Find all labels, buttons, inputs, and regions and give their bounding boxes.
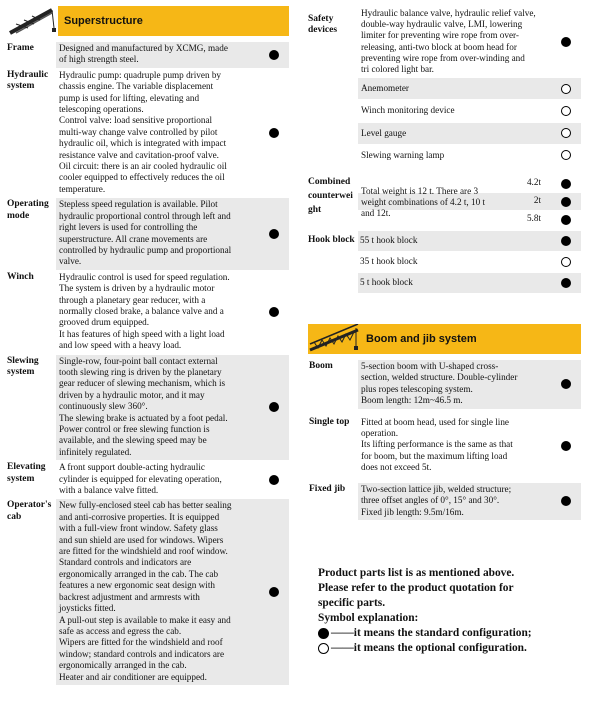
optional-legend: ——it means the optional configuration. [318,641,580,656]
standard-dot-icon [561,278,571,288]
spec-label: Elevating system [7,462,46,484]
spec-text: New fully-enclosed steel cab has better sealing and anti-corrosive properties. It is equipped with a full-view front window. Safety glass and sun shield are used for windows. Wipers are fitted for the windshield and roof window. Standard controls and indicators are ergonomically arranged in the cab. The cab features a new ergonomic seat design with backrest adjustment and armrests with joysticks fitted. A pull-out step is available to make it easy and safe as access and egress the cab. Wipers are fitted for the windshield and roof window; standard controls and indicators are ergonomically arranged in the cab. Heater and air conditioner are equipped. [56,499,259,685]
spec-label: Winch [7,271,34,282]
spec-row [6,499,289,686]
standard-dot-icon [269,50,279,60]
spec-label: Boom [309,361,333,372]
standard-dot-icon [269,475,279,485]
superstructure-table [6,42,289,686]
optional-ring-icon [318,643,329,654]
counterweight-option: 2t [358,193,581,211]
safety-item: Hydraulic balance valve, hydraulic relief valve, double-way hydraulic valve, LMI, lowering limiter for preventing wire rope from over- releasing, anti-two block at boom head for preventing wire rope from over-winding and tri colored light bar. [358,6,581,78]
hook-item: 5 t hook block [358,273,581,294]
standard-dot-icon [561,37,571,47]
spec-row [6,69,289,198]
lattice-jib-icon [308,324,360,354]
superstructure-header [6,6,289,36]
spec-text: Stepless speed regulation is available. Pilot hydraulic proportional control through left and right levers is used for controlling the superstructure. All crane movements are controlled by hydraulic pump and proportional valve. [56,198,259,269]
symbol-title: Symbol explanation: [318,612,419,624]
note-line: specific parts. [318,597,386,609]
counterweight-text: Total weight is 12 t. There are 3 weight combinations of 4.2 t, 10 t and 12t. [361,186,486,219]
counterweight-row [308,175,581,229]
spec-text: Single-row, four-point ball contact external tooth slewing ring is driven by the planetary gear reducer of slewing mechanism, which is driven by a hydraulic motor, and it may continuously slew 360°. The slewing brake is actuated by a foot pedal. Power control or free slewing function is available, and the slewing speed may be infinitely regulated. [56,355,259,461]
spec-row [308,360,581,410]
standard-dot-icon [318,628,329,639]
spec-row [6,42,289,69]
section-title: Boom and jib system [360,324,581,354]
spec-label: Fixed jib [309,483,346,494]
spec-row [6,271,289,355]
standard-dot-icon [561,179,571,189]
spec-row [6,461,289,499]
standard-dot-icon [269,587,279,597]
spec-row [308,416,581,477]
counterweight-option: 5.8t [358,211,581,229]
left-column [6,6,289,686]
spec-label: Operating mode [7,199,49,221]
spec-row [308,483,581,521]
standard-legend: ——it means the standard configuration; [318,626,580,641]
safety-devices-label: Safety devices [308,14,338,36]
counterweight-option: 4.2t [358,175,581,193]
right-column [308,6,581,527]
hook-item: 55 t hook block [358,231,581,252]
standard-dot-icon [561,441,571,451]
notes-block [318,566,580,656]
standard-dot-icon [561,215,571,225]
boom-table [308,360,581,521]
standard-dot-icon [561,197,571,207]
safety-item: Level gauge [358,123,581,145]
spec-text: Hydraulic pump: quadruple pump driven by chassis engine. The variable displacement pump is used for lifting, elevating and telescoping operations. Control valve: load sensitive proportional multi-way change valve controlled by pilot hydraulic oil, which is integrated with impact resistance valve and cavitation-proof valve. Oil circuit: there is an air cooled hydraulic oil cooler equipped to effectively reduces the oil temperature. [56,69,259,197]
optional-ring-icon [561,128,571,138]
boom-header [308,324,581,354]
spec-label: Operator's cab [7,500,52,522]
optional-ring-icon [561,257,571,267]
note-line: Please refer to the product quotation for [318,582,514,594]
optional-ring-icon [561,84,571,94]
spec-text: Fitted at boom head, used for single line operation. Its lifting performance is the same as that for boom, but the maximum lifting load does not exceed 5t. [358,416,551,476]
hook-block-list [358,231,581,294]
optional-ring-icon [561,106,571,116]
counterweight-options [358,175,581,229]
spec-label: Frame [7,43,34,53]
spec-label: Slewing system [7,355,39,377]
counterweight-label: Combined counterwei ght [308,177,353,216]
spec-text: Two-section lattice jib, welded structure; three offset angles of 0°, 15° and 30°. Fixed jib length: 9.5m/16m. [358,483,551,520]
spec-text: A front support double-acting hydraulic cylinder is equipped for elevating operation, with a balance valve fitted. [56,461,259,498]
safety-devices-row [308,6,581,167]
standard-dot-icon [561,236,571,246]
spec-label: Hydraulic system [7,69,49,92]
standard-dot-icon [269,402,279,412]
safety-item: Slewing warning lamp [358,145,581,167]
spec-text: Designed and manufactured by XCMG, made of high strength steel. [56,42,259,68]
spec-row [6,355,289,462]
hook-block-row [308,231,581,294]
spec-text: 5-section boom with U-shaped cross- section, welded structure. Double-cylinder plus ropes telescoping system. Boom length: 12m~46.5 m. [358,360,551,409]
standard-dot-icon [269,307,279,317]
safety-item: Winch monitoring device [358,100,581,122]
hook-block-label: Hook block [308,235,355,246]
safety-devices-list [358,6,581,167]
standard-dot-icon [269,229,279,239]
spec-text: Hydraulic control is used for speed regulation. The system is driven by a hydraulic motor through a planetary gear reducer, with a normally closed brake, a balance valve and a grooved drum equipped. It has features of high speed with a light load and low speed with a heavy load. [56,271,259,354]
optional-ring-icon [561,150,571,160]
hook-item: 35 t hook block [358,252,581,273]
crane-boom-icon [6,6,58,36]
spec-label: Single top [309,416,350,427]
standard-dot-icon [561,379,571,389]
spec-row [6,198,289,270]
safety-item: Anemometer [358,78,581,100]
standard-dot-icon [269,128,279,138]
standard-dot-icon [561,496,571,506]
note-line: Product parts list is as mentioned above. [318,567,515,579]
section-title: Superstructure [58,6,289,36]
